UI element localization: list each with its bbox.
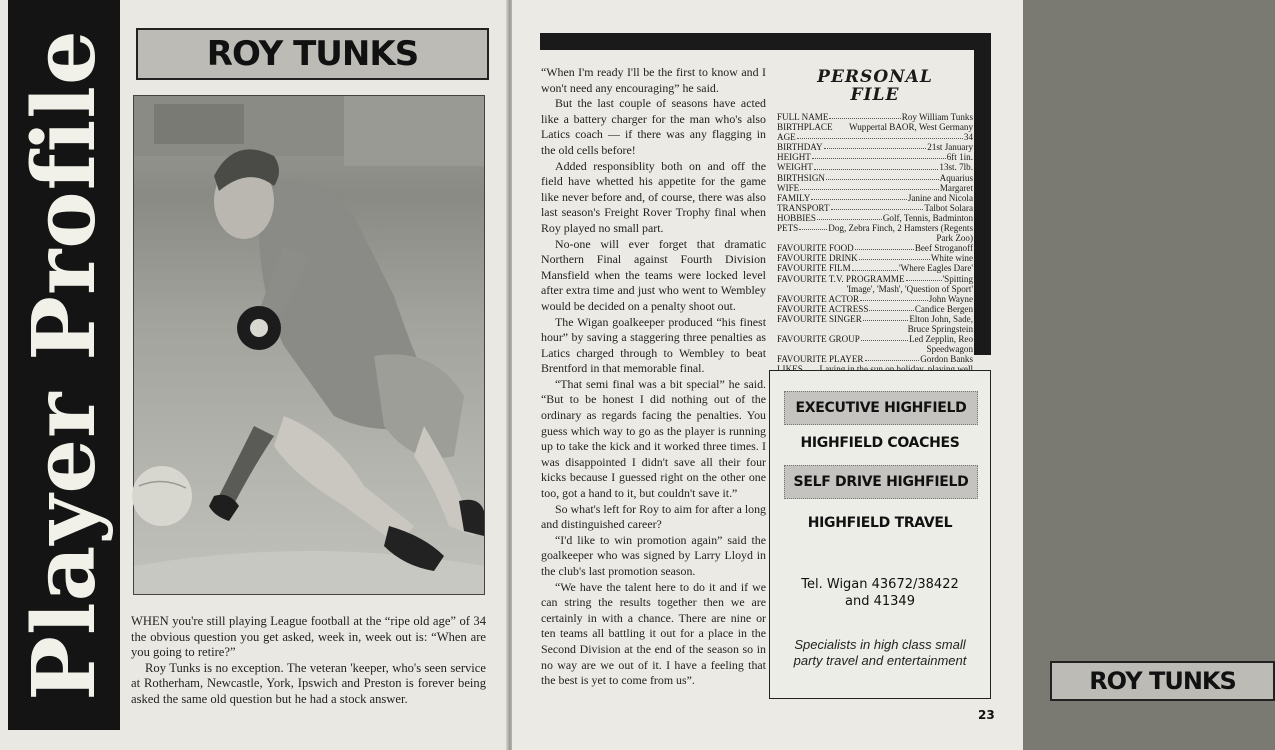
personal-file-key: FAVOURITE ACTOR	[777, 293, 860, 304]
personal-file-row	[777, 173, 973, 183]
personal-file-key: WIFE	[777, 182, 800, 193]
leader-dots	[814, 162, 939, 169]
personal-file-value: Candice Bergen	[914, 303, 973, 314]
personal-file-value-continued: Bruce Springstein	[907, 323, 973, 334]
personal-file-key: WEIGHT	[777, 162, 813, 173]
personal-file-value: White wine	[930, 253, 973, 264]
article-paragraph: Added responsiblity both on and off the field have whetted his appetite for the game like never before and, of course, there was also last season's Freight Rover Trophy final when Roy played no small part.	[541, 158, 766, 235]
personal-file-key: FAVOURITE SINGER	[777, 313, 862, 324]
side-banner	[8, 0, 120, 730]
leader-dots	[800, 183, 939, 190]
personal-file-value: Talbot Solara	[924, 202, 973, 213]
player-name-heading: ROY TUNKS	[136, 28, 489, 80]
ad-self-drive-highfield: SELF DRIVE HIGHFIELD	[784, 465, 978, 499]
article-paragraph: “That semi final was a bit special” he said. “But to be honest I did nothing out of the ordinary as regards facing the penalties. You guess which way to go as the player is running up to take the kick and it worked three times. I was disappointed I didn't save all their four kicks because I guessed right on the other one too, got a hand to it, but couldn't save it.”	[541, 376, 766, 501]
personal-file-row	[777, 253, 973, 263]
section-title: Player Profile	[13, 29, 115, 701]
personal-file-row	[777, 203, 973, 213]
leader-dots	[799, 223, 827, 230]
personal-file-value: 34	[963, 132, 973, 143]
personal-file-key: FULL NAME	[777, 112, 829, 122]
leader-dots	[811, 193, 907, 200]
personal-file-value-continued: 'Image', 'Mash', 'Question of Sport'	[846, 283, 973, 294]
personal-file-value: Wuppertal BAOR, West Germany	[849, 122, 973, 133]
personal-file-value: 6ft 1in.	[946, 152, 973, 163]
leader-dots	[859, 253, 930, 260]
personal-file-key: AGE	[777, 132, 796, 143]
personal-file-value: Aquarius	[939, 172, 973, 183]
personal-file-value: Margaret	[939, 182, 973, 193]
personal-file-value: Roy William Tunks	[901, 112, 973, 122]
personal-file-row	[777, 142, 973, 152]
leader-dots	[824, 142, 927, 149]
leader-dots	[852, 263, 898, 270]
highfield-advert	[769, 370, 991, 699]
personal-file-row	[777, 112, 973, 122]
personal-file-title	[777, 68, 973, 104]
personal-file-value: Golf, Tennis, Badminton	[882, 212, 973, 223]
ad-tagline-line: Specialists in high class small	[794, 637, 966, 652]
personal-file-key: FAMILY	[777, 192, 811, 203]
personal-file-title-line: PERSONAL	[817, 67, 933, 87]
page-number: 23	[978, 708, 995, 722]
left-page	[0, 0, 508, 750]
ad-highfield-coaches: HIGHFIELD COACHES	[800, 435, 960, 451]
personal-file-value: Beef Stroganoff	[914, 243, 973, 254]
personal-file-list	[777, 112, 973, 385]
leader-dots	[906, 274, 942, 281]
intro-text	[131, 614, 486, 707]
personal-file-row	[777, 193, 973, 203]
side-rule	[974, 33, 991, 355]
player-name-footer: ROY TUNKS	[1050, 661, 1275, 701]
personal-file-row	[777, 263, 973, 273]
article-paragraph: “We have the talent here to do it and if we can string the results together then we are certainly in with a chance. There are nine or ten teams all battling it out for a place in the Second Division at the end of the season so in no way are we out of it. I have a feeling that the best is yet to come from us”.	[541, 579, 766, 688]
goalkeeper-illustration	[134, 96, 484, 594]
personal-file-key: FAVOURITE FILM	[777, 263, 851, 274]
personal-file-key: FAVOURITE GROUP	[777, 334, 860, 345]
article-paragraph: “I'd like to win promotion again” said the goalkeeper who was signed by Larry Lloyd in the club's last promotion season.	[541, 532, 766, 578]
leader-dots	[860, 294, 928, 301]
personal-file-value: 'Spitting	[942, 273, 973, 284]
goalkeeper-photo	[133, 95, 485, 595]
personal-file-row	[777, 223, 973, 233]
personal-file-row	[777, 274, 973, 284]
leader-dots	[826, 173, 939, 180]
leader-dots	[834, 122, 848, 129]
leader-dots	[817, 213, 882, 220]
personal-file-row	[777, 314, 973, 324]
article-paragraph: So what's left for Roy to aim for after a long and distinguished career?	[541, 501, 766, 532]
personal-file-key: TRANSPORT	[777, 202, 830, 213]
personal-file-value: Gordon Banks	[920, 354, 973, 365]
leader-dots	[829, 112, 900, 119]
personal-file-key: FAVOURITE PLAYER	[777, 354, 864, 365]
personal-file-row	[777, 304, 973, 314]
personal-file-key: BIRTHDAY	[777, 142, 823, 153]
personal-file-key: BIRTHPLACE	[777, 122, 833, 133]
personal-file-row	[777, 162, 973, 172]
article-body	[541, 65, 766, 689]
leader-dots	[831, 203, 924, 210]
personal-file-value: Dog, Zebra Finch, 2 Hamsters (Regents	[828, 223, 973, 234]
article-paragraph: But the last couple of seasons have acted like a battery charger for the man who's also Latics coach — if there was any flagging in the old cells before!	[541, 96, 766, 157]
personal-file-key: FAVOURITE FOOD	[777, 243, 854, 254]
article-paragraph: “When I'm ready I'll be the first to know and I won't need any encouraging” he said.	[541, 65, 766, 95]
personal-file-value-continued: Speedwagon	[926, 344, 973, 355]
top-rule	[540, 33, 991, 50]
ad-phone-line: Tel. Wigan 43672/38422	[801, 577, 959, 592]
personal-file-row	[777, 334, 973, 344]
personal-file-key: HEIGHT	[777, 152, 811, 163]
personal-file-key: FAVOURITE ACTRESS	[777, 303, 869, 314]
ad-tagline	[770, 637, 990, 669]
ad-phone	[770, 576, 990, 610]
ad-tagline-line: party travel and entertainment	[793, 653, 967, 668]
personal-file-key: FAVOURITE T.V. PROGRAMME	[777, 273, 905, 284]
personal-file-value-continued: Park Zoo)	[936, 233, 973, 244]
personal-file-row	[777, 294, 973, 304]
personal-file-value: Elton John, Sade,	[909, 313, 973, 324]
leader-dots	[869, 304, 913, 311]
leader-dots	[797, 132, 963, 139]
leader-dots	[863, 314, 909, 321]
personal-file-key: FAVOURITE DRINK	[777, 253, 858, 264]
personal-file-value: 'Where Eagles Dare'	[899, 263, 973, 274]
personal-file-row	[777, 183, 973, 193]
ad-executive-highfield: EXECUTIVE HIGHFIELD	[784, 391, 978, 425]
article-paragraph: No-one will ever forget that dramatic Northern Final against Fourth Division Mansfield when the teams were locked level after extra time and just who went to Wembley would be decided on a penalty shoot out.	[541, 236, 766, 313]
personal-file-row	[777, 152, 973, 162]
ad-phone-line: and 41349	[845, 594, 915, 609]
personal-file-row	[777, 354, 973, 364]
right-page	[512, 0, 1236, 750]
personal-file-row	[777, 132, 973, 142]
leader-dots	[865, 354, 920, 361]
personal-file-row	[777, 122, 973, 132]
personal-file-key: BIRTHSIGN	[777, 172, 825, 183]
leader-dots	[812, 152, 946, 159]
personal-file-key: PETS	[777, 223, 799, 234]
personal-file-value: 21st January	[927, 142, 973, 153]
leader-dots	[855, 243, 914, 250]
personal-file-value: Led Zepplin, Reo	[909, 334, 973, 345]
personal-file-value: John Wayne	[928, 293, 973, 304]
personal-file-title-line: FILE	[850, 85, 900, 105]
personal-file	[777, 68, 973, 385]
ad-highfield-travel: HIGHFIELD TRAVEL	[807, 515, 953, 531]
intro-paragraph: Roy Tunks is no exception. The veteran 'keeper, who's seen service at Rotherham, Newcastle, York, Ipswich and Preston is forever being asked the same old question but he had a stock answer.	[131, 660, 486, 706]
leader-dots	[861, 334, 908, 341]
personal-file-value: 13st. 7lb.	[939, 162, 973, 173]
personal-file-value: Janine and Nicola	[907, 192, 973, 203]
intro-paragraph: WHEN you're still playing League football at the “ripe old age” of 34 the obvious question you get asked, week in, week out is: “When are you going to retire?”	[131, 614, 486, 659]
article-paragraph: The Wigan goalkeeper produced “his finest hour” by saving a staggering three penalties as Latics charged through to Wembley to beat Brentford in that memorable final.	[541, 314, 766, 376]
personal-file-row	[777, 243, 973, 253]
personal-file-row	[777, 213, 973, 223]
personal-file-key: HOBBIES	[777, 212, 816, 223]
